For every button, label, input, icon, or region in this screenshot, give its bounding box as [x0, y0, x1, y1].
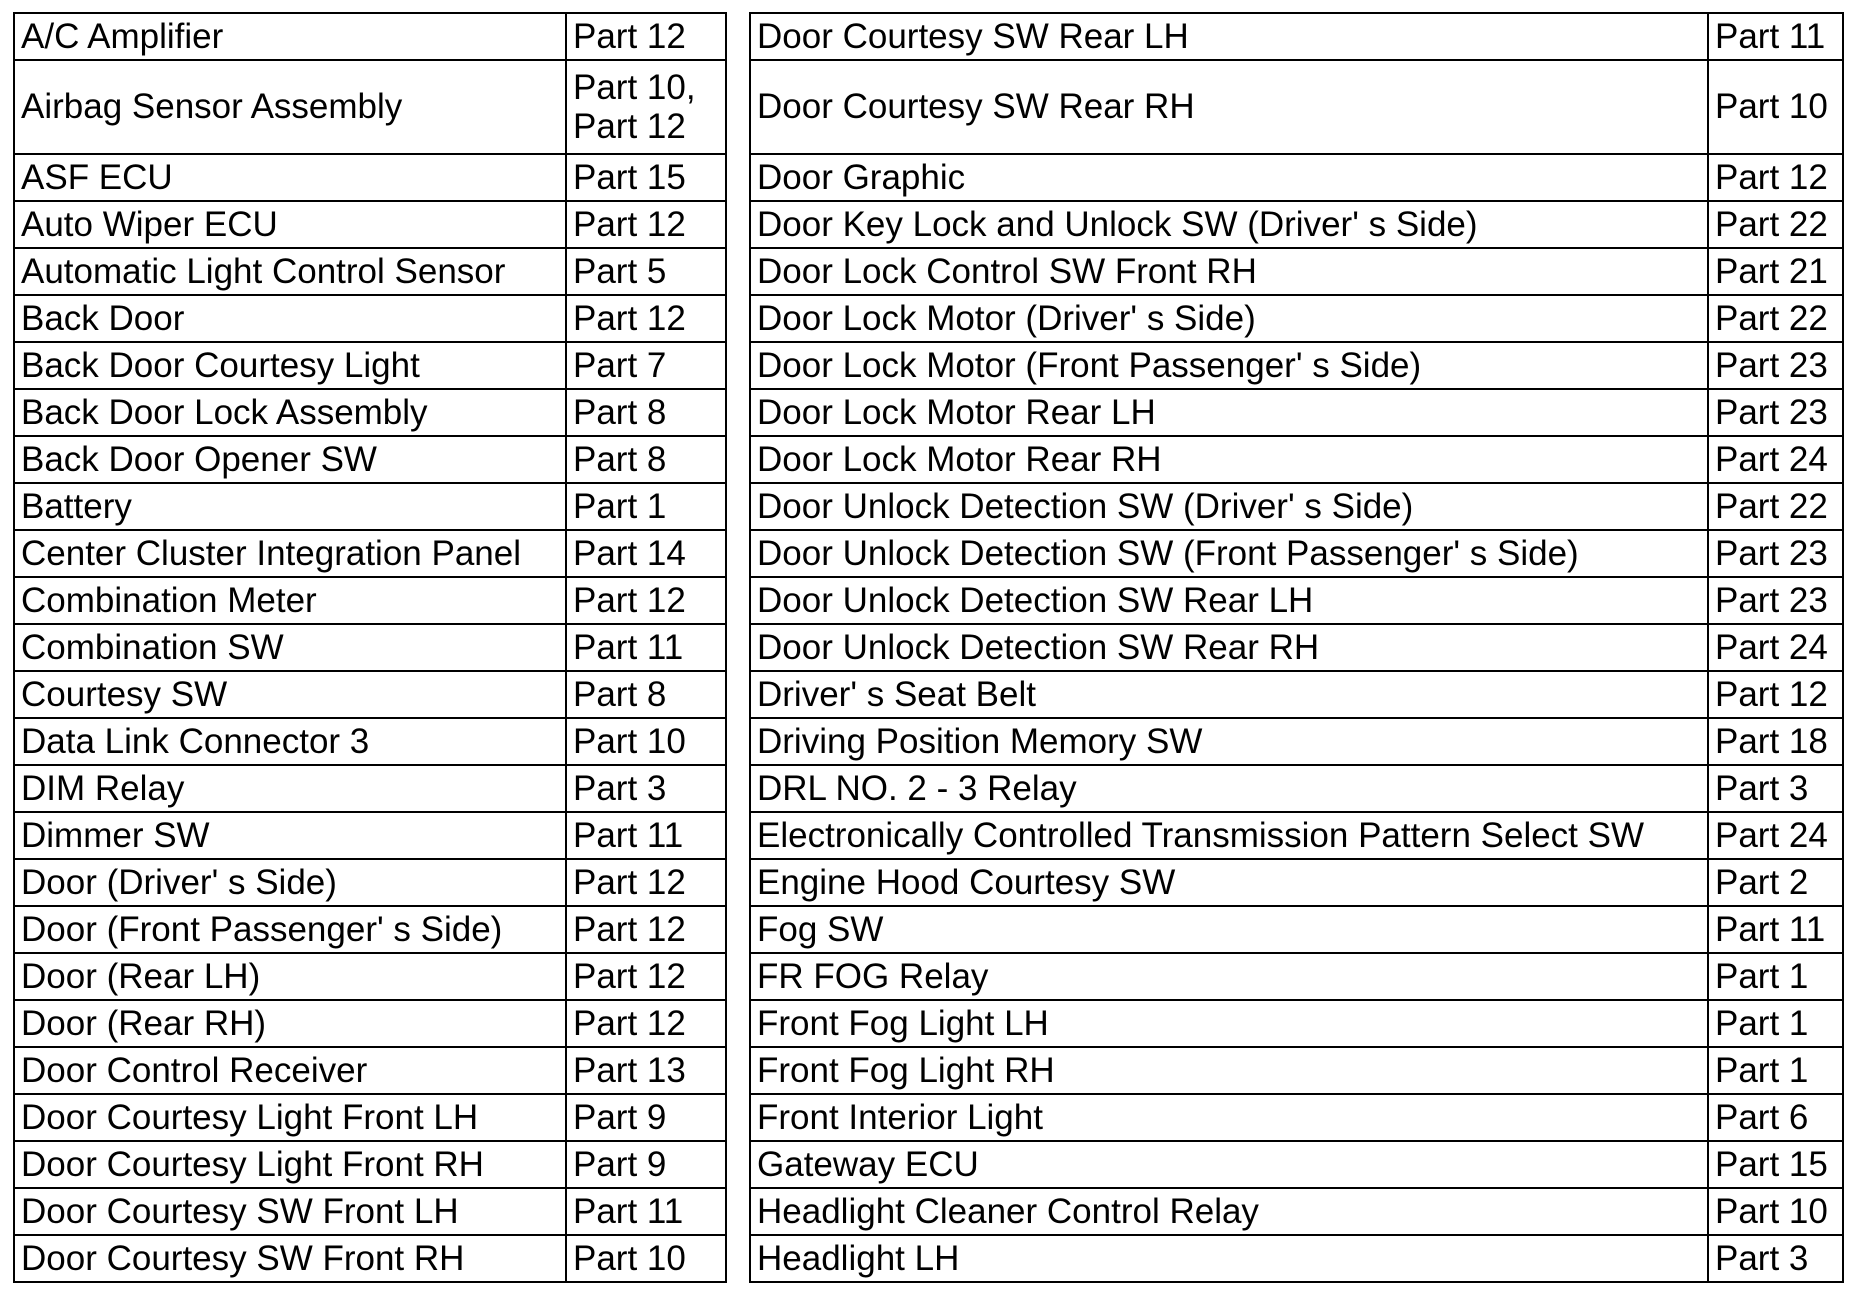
part-reference-cell: Part 15 — [1708, 1141, 1843, 1188]
part-reference-cell: Part 9 — [566, 1141, 726, 1188]
component-name-cell: Door Unlock Detection SW Rear RH — [750, 624, 1708, 671]
table-row — [14, 342, 726, 389]
table-row — [14, 295, 726, 342]
component-name-cell: Engine Hood Courtesy SW — [750, 859, 1708, 906]
component-name-cell: Airbag Sensor Assembly — [14, 60, 566, 154]
table-row — [14, 154, 726, 201]
part-reference-cell: Part 6 — [1708, 1094, 1843, 1141]
component-name-cell: Battery — [14, 483, 566, 530]
part-reference-cell: Part 8 — [566, 389, 726, 436]
component-index-table-left — [13, 12, 727, 1283]
component-name-cell: Door Lock Motor (Driver' s Side) — [750, 295, 1708, 342]
component-name-cell: Headlight Cleaner Control Relay — [750, 1188, 1708, 1235]
part-reference-cell: Part 13 — [566, 1047, 726, 1094]
part-reference-cell: Part 12 — [566, 201, 726, 248]
component-name-cell: Door (Front Passenger' s Side) — [14, 906, 566, 953]
part-reference-cell: Part 12 — [1708, 154, 1843, 201]
part-reference-cell: Part 10 — [1708, 60, 1843, 154]
table-row — [14, 765, 726, 812]
component-name-cell: Courtesy SW — [14, 671, 566, 718]
component-name-cell: Door Courtesy Light Front LH — [14, 1094, 566, 1141]
component-name-cell: Door Courtesy Light Front RH — [14, 1141, 566, 1188]
table-row — [14, 718, 726, 765]
table-row — [750, 765, 1843, 812]
component-index-table-right — [749, 12, 1844, 1283]
part-reference-cell: Part 12 — [566, 953, 726, 1000]
table-row — [14, 906, 726, 953]
part-reference-cell: Part 2 — [1708, 859, 1843, 906]
part-reference-cell: Part 12 — [566, 906, 726, 953]
component-name-cell: Electronically Controlled Transmission Pattern Select SW — [750, 812, 1708, 859]
part-reference-cell: Part 3 — [1708, 1235, 1843, 1282]
component-name-cell: Door Key Lock and Unlock SW (Driver' s Side) — [750, 201, 1708, 248]
table-row — [750, 906, 1843, 953]
component-name-cell: DIM Relay — [14, 765, 566, 812]
table-row — [750, 201, 1843, 248]
table-row — [750, 718, 1843, 765]
part-reference-cell: Part 10 — [566, 718, 726, 765]
table-row — [750, 1188, 1843, 1235]
component-name-cell: Door Unlock Detection SW (Driver' s Side) — [750, 483, 1708, 530]
part-reference-cell: Part 10 — [566, 1235, 726, 1282]
component-name-cell: DRL NO. 2 - 3 Relay — [750, 765, 1708, 812]
part-reference-cell: Part 1 — [1708, 1000, 1843, 1047]
table-row — [14, 577, 726, 624]
table-row — [750, 1047, 1843, 1094]
part-reference-cell: Part 11 — [566, 624, 726, 671]
component-name-cell: Door Lock Control SW Front RH — [750, 248, 1708, 295]
part-reference-cell: Part 1 — [1708, 1047, 1843, 1094]
component-name-cell: Door Unlock Detection SW Rear LH — [750, 577, 1708, 624]
component-name-cell: A/C Amplifier — [14, 13, 566, 60]
part-reference-cell: Part 22 — [1708, 483, 1843, 530]
component-name-cell: Gateway ECU — [750, 1141, 1708, 1188]
table-row — [750, 624, 1843, 671]
part-reference-cell: Part 23 — [1708, 342, 1843, 389]
table-row — [750, 342, 1843, 389]
part-reference-cell: Part 1 — [1708, 953, 1843, 1000]
part-reference-cell: Part 21 — [1708, 248, 1843, 295]
table-row — [750, 389, 1843, 436]
table-row — [14, 1047, 726, 1094]
component-name-cell: Door Graphic — [750, 154, 1708, 201]
component-name-cell: Door Control Receiver — [14, 1047, 566, 1094]
part-reference-cell: Part 15 — [566, 154, 726, 201]
component-name-cell: Center Cluster Integration Panel — [14, 530, 566, 577]
part-reference-cell: Part 11 — [566, 812, 726, 859]
part-reference-cell: Part 12 — [566, 859, 726, 906]
part-reference-cell: Part 3 — [566, 765, 726, 812]
table-row — [14, 483, 726, 530]
table-row — [750, 671, 1843, 718]
component-name-cell: Door Lock Motor Rear RH — [750, 436, 1708, 483]
component-name-cell: Dimmer SW — [14, 812, 566, 859]
table-row — [14, 1235, 726, 1282]
part-reference-cell: Part 7 — [566, 342, 726, 389]
part-reference-cell: Part 12 — [566, 577, 726, 624]
table-row — [750, 154, 1843, 201]
component-name-cell: Headlight LH — [750, 1235, 1708, 1282]
part-reference-cell: Part 12 — [566, 295, 726, 342]
part-reference-cell: Part 12 — [1708, 671, 1843, 718]
part-reference-cell: Part 5 — [566, 248, 726, 295]
table-row — [14, 812, 726, 859]
table-row — [750, 248, 1843, 295]
table-row — [14, 1141, 726, 1188]
table-row — [14, 1094, 726, 1141]
part-reference-cell: Part 12 — [566, 1000, 726, 1047]
component-name-cell: Front Interior Light — [750, 1094, 1708, 1141]
part-reference-cell: Part 11 — [566, 1188, 726, 1235]
part-reference-cell: Part 24 — [1708, 812, 1843, 859]
component-name-cell: Driving Position Memory SW — [750, 718, 1708, 765]
table-row — [750, 953, 1843, 1000]
part-reference-cell: Part 11 — [1708, 13, 1843, 60]
component-name-cell: Auto Wiper ECU — [14, 201, 566, 248]
table-row — [14, 859, 726, 906]
table-row — [750, 1000, 1843, 1047]
part-reference-cell: Part 3 — [1708, 765, 1843, 812]
part-reference-cell: Part 10 — [1708, 1188, 1843, 1235]
component-name-cell: Driver' s Seat Belt — [750, 671, 1708, 718]
component-name-cell: Front Fog Light RH — [750, 1047, 1708, 1094]
part-reference-cell: Part 23 — [1708, 577, 1843, 624]
table-row — [14, 13, 726, 60]
component-name-cell: Automatic Light Control Sensor — [14, 248, 566, 295]
component-name-cell: Door Unlock Detection SW (Front Passenger' s Side) — [750, 530, 1708, 577]
component-name-cell: FR FOG Relay — [750, 953, 1708, 1000]
part-reference-cell: Part 23 — [1708, 530, 1843, 577]
component-name-cell: Back Door Courtesy Light — [14, 342, 566, 389]
table-body-left — [14, 13, 726, 1282]
table-row — [14, 389, 726, 436]
component-name-cell: Door (Driver' s Side) — [14, 859, 566, 906]
part-reference-cell: Part 9 — [566, 1094, 726, 1141]
table-row — [14, 1188, 726, 1235]
part-reference-cell: Part 23 — [1708, 389, 1843, 436]
table-row — [750, 1235, 1843, 1282]
component-name-cell: Front Fog Light LH — [750, 1000, 1708, 1047]
component-name-cell: Combination Meter — [14, 577, 566, 624]
component-name-cell: Data Link Connector 3 — [14, 718, 566, 765]
part-reference-cell: Part 24 — [1708, 436, 1843, 483]
component-name-cell: Back Door — [14, 295, 566, 342]
table-row — [750, 60, 1843, 154]
table-row — [750, 577, 1843, 624]
component-name-cell: Fog SW — [750, 906, 1708, 953]
table-row — [750, 1094, 1843, 1141]
component-name-cell: Back Door Lock Assembly — [14, 389, 566, 436]
table-row — [14, 248, 726, 295]
part-reference-cell: Part 1 — [566, 483, 726, 530]
table-row — [750, 859, 1843, 906]
component-name-cell: Back Door Opener SW — [14, 436, 566, 483]
component-name-cell: Door Courtesy SW Rear RH — [750, 60, 1708, 154]
table-row — [14, 953, 726, 1000]
table-row — [14, 671, 726, 718]
part-reference-cell: Part 14 — [566, 530, 726, 577]
table-row — [14, 436, 726, 483]
part-reference-cell: Part 22 — [1708, 201, 1843, 248]
table-row — [750, 483, 1843, 530]
table-row — [14, 1000, 726, 1047]
part-reference-cell: Part 18 — [1708, 718, 1843, 765]
component-name-cell: Door Courtesy SW Front RH — [14, 1235, 566, 1282]
table-row — [750, 436, 1843, 483]
component-name-cell: Door Lock Motor Rear LH — [750, 389, 1708, 436]
part-reference-cell: Part 10, Part 12 — [566, 60, 726, 154]
component-name-cell: Door (Rear LH) — [14, 953, 566, 1000]
table-body-right — [750, 13, 1843, 1282]
part-reference-cell: Part 11 — [1708, 906, 1843, 953]
part-reference-cell: Part 22 — [1708, 295, 1843, 342]
table-row — [750, 1141, 1843, 1188]
table-row — [14, 60, 726, 154]
part-reference-cell: Part 12 — [566, 13, 726, 60]
table-row — [14, 530, 726, 577]
component-name-cell: Door Courtesy SW Front LH — [14, 1188, 566, 1235]
table-row — [750, 812, 1843, 859]
table-row — [750, 530, 1843, 577]
component-name-cell: ASF ECU — [14, 154, 566, 201]
table-row — [750, 13, 1843, 60]
part-reference-cell: Part 24 — [1708, 624, 1843, 671]
component-name-cell: Combination SW — [14, 624, 566, 671]
table-row — [14, 624, 726, 671]
table-row — [14, 201, 726, 248]
component-name-cell: Door (Rear RH) — [14, 1000, 566, 1047]
component-name-cell: Door Courtesy SW Rear LH — [750, 13, 1708, 60]
table-row — [750, 295, 1843, 342]
component-name-cell: Door Lock Motor (Front Passenger' s Side) — [750, 342, 1708, 389]
part-reference-cell: Part 8 — [566, 436, 726, 483]
part-reference-cell: Part 8 — [566, 671, 726, 718]
